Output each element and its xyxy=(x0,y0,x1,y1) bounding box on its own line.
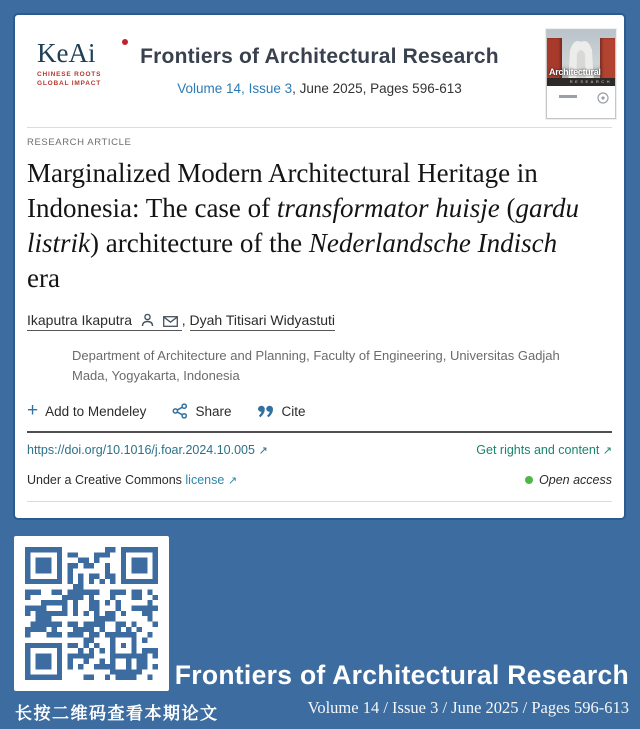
cover-photo xyxy=(547,30,615,86)
author-separator: , xyxy=(181,312,190,328)
footer-journal-info xyxy=(175,660,629,718)
bottom-divider xyxy=(27,501,612,502)
external-link-icon: ↗ xyxy=(258,445,268,457)
issue-link[interactable]: Volume 14, Issue 3 xyxy=(177,81,293,96)
share-icon xyxy=(172,403,188,419)
cite-label: Cite xyxy=(281,403,306,419)
license-row xyxy=(27,473,612,487)
share-button[interactable] xyxy=(172,403,231,419)
cite-quote-icon xyxy=(257,405,274,418)
add-to-mendeley-label: Add to Mendeley xyxy=(45,403,147,419)
get-rights-link[interactable]: Get rights and content ↗ xyxy=(476,443,612,457)
qr-code[interactable] xyxy=(14,536,169,691)
keai-tagline-line1: CHINESE ROOTS xyxy=(37,71,102,78)
journal-header xyxy=(27,15,612,127)
footer-journal-title: Frontiers of Architectural Research xyxy=(174,660,629,690)
cover-subtitle-text: RESEARCH xyxy=(547,78,615,86)
license-text: Under a Creative Commons license ↗ xyxy=(27,473,238,487)
cover-footer xyxy=(547,86,615,116)
issue-rest: , June 2025, Pages 596-613 xyxy=(292,81,462,96)
author-link-ikaputra[interactable] xyxy=(27,312,182,331)
keai-logo[interactable] xyxy=(37,40,127,88)
keai-logo-wordmark: KeAi xyxy=(37,38,96,68)
journal-cover-thumbnail[interactable] xyxy=(546,29,616,119)
author-name: Ikaputra Ikaputra xyxy=(27,312,133,328)
qr-caption: 长按二维码查看本期论文 xyxy=(15,704,219,723)
envelope-icon[interactable] xyxy=(163,316,178,327)
open-access-badge xyxy=(525,473,612,487)
qr-code-image xyxy=(25,547,158,680)
add-to-mendeley-button[interactable] xyxy=(27,400,147,421)
keai-tagline-line2: GLOBAL IMPACT xyxy=(37,80,101,87)
person-icon[interactable] xyxy=(141,313,154,327)
header-divider xyxy=(27,127,612,128)
affiliation-text: Department of Architecture and Planning, Faculty of Engineering, Universitas Gadjah Mada, Yogyakarta, Indonesia xyxy=(72,348,560,383)
open-access-label: Open access xyxy=(539,473,612,487)
cover-crossref-icon xyxy=(597,92,609,104)
cover-publisher-mark xyxy=(559,95,577,98)
article-type-label: RESEARCH ARTICLE xyxy=(27,137,132,148)
share-label: Share xyxy=(195,403,232,419)
journal-title-link[interactable]: Frontiers of Architectural Research xyxy=(140,45,499,68)
doi-link[interactable]: https://doi.org/10.1016/j.foar.2024.10.005 ↗ xyxy=(27,443,268,457)
author-link-dyah[interactable]: Dyah Titisari Widyastuti xyxy=(190,312,335,331)
plus-icon: + xyxy=(27,400,39,421)
external-link-icon: ↗ xyxy=(602,445,612,457)
issue-line xyxy=(117,81,522,96)
cover-title-text: Architectural xyxy=(549,67,601,77)
action-toolbar xyxy=(27,400,612,421)
authors-row xyxy=(27,312,612,328)
cite-button[interactable] xyxy=(257,404,305,419)
article-title: Marginalized Modern Architectural Heritage in Indonesia: The case of transformator huisje (gardu listrik) architecture of the Nederlandsche Indisch era xyxy=(27,158,579,293)
footer-issue-line: Volume 14 / Issue 3 / June 2025 / Pages 596-613 xyxy=(307,698,629,717)
content-divider xyxy=(27,431,612,433)
open-access-dot-icon xyxy=(525,476,533,484)
doi-row xyxy=(27,443,612,457)
license-link[interactable]: license ↗ xyxy=(185,473,238,487)
article-card xyxy=(13,13,626,520)
external-link-icon: ↗ xyxy=(227,475,238,487)
